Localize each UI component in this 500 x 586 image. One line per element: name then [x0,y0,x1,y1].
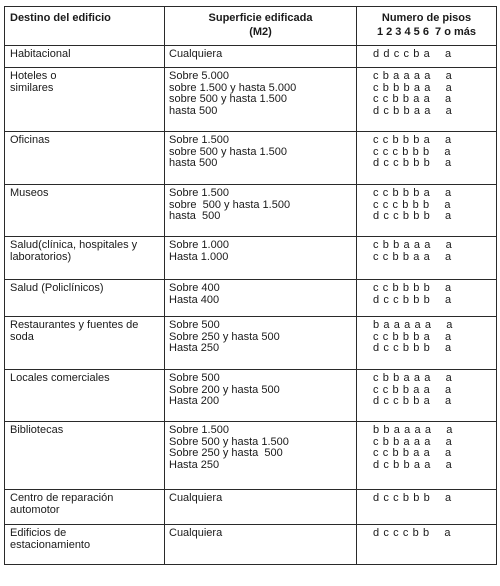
table-row [5,68,497,132]
pisos-text: c c b b b a a [373,330,452,343]
superficie-text: sobre 1.500 y hasta 5.000 [169,81,297,94]
pisos-text: c c b b b a a [373,134,452,146]
pisos-text: c c b b a a a [373,383,452,396]
pisos-text: c b b a a a a [373,372,453,384]
destino-text: estacionamiento [10,538,91,551]
header-superficie-label: Superficie edificada [208,12,313,24]
table-row [5,422,497,490]
pisos-text: d c c b b b a [373,210,452,223]
superficie-text: hasta 500 [169,104,218,117]
header-superficie [165,7,357,46]
superficie-text: Sobre 250 y hasta 500 [169,447,283,460]
pisos-cell [357,46,497,68]
pisos-text: c c b b a a a [373,447,452,460]
superficie-text: Sobre 500 [169,319,220,331]
pisos-text: d c c b b b a [373,492,452,504]
superficie-text: Sobre 400 [169,282,220,294]
table-row [5,46,497,68]
superficie-text: Cualquiera [169,527,223,539]
table-row [5,185,497,237]
pisos-cell [357,370,497,422]
pisos-cell [357,422,497,490]
destino-text: laboratorios) [10,250,72,263]
header-row [5,7,497,46]
superficie-text: Hasta 200 [169,395,220,408]
pisos-cell [357,280,497,317]
pisos-cell [357,490,497,525]
destino-cell [5,237,165,280]
header-pisos-numbers: 1 2 3 4 5 6 7 o más [376,26,477,38]
pisos-text: d c c c b b a [373,527,452,539]
header-pisos-label: Numero de pisos [381,12,472,24]
pisos-text: b a a a a a a [373,319,453,331]
superficie-text: Sobre 250 y hasta 500 [169,330,280,343]
destino-text: Hoteles o [10,70,57,82]
destino-cell [5,46,165,68]
pisos-text: d c c b b b a [373,342,452,355]
superficie-text: Sobre 1.500 [169,134,229,146]
superficie-text: hasta 500 [169,157,218,170]
destino-text: Edificios de [10,527,67,539]
pisos-cell [357,132,497,185]
table-row [5,317,497,370]
pisos-text: b b a a a a a [373,424,453,436]
pisos-text: d c b b a a a [373,458,453,471]
pisos-text: c c b b a a a [373,250,452,263]
pisos-text: c c b b b b a [373,282,452,294]
superficie-text: Sobre 200 y hasta 500 [169,383,280,396]
superficie-cell [165,525,357,565]
pisos-cell [357,317,497,370]
superficie-cell [165,68,357,132]
superficie-text: Hasta 400 [169,293,220,306]
table-row [5,280,497,317]
table-row [5,525,497,565]
destino-cell [5,68,165,132]
pisos-text: c b b b a a a [373,81,453,94]
superficie-cell [165,370,357,422]
destino-text: Habitacional [10,48,71,60]
superficie-text: Sobre 1.500 [169,424,229,436]
table-row [5,237,497,280]
superficie-cell [165,237,357,280]
destino-text: Salud (Policlínicos) [10,282,104,294]
destino-text: Locales comerciales [10,372,110,384]
superficie-text: Sobre 5.000 [169,70,229,82]
header-destino [5,7,165,46]
superficie-cell [165,490,357,525]
superficie-cell [165,185,357,237]
superficie-text: sobre 500 y hasta 1.500 [169,198,291,211]
superficie-text: Sobre 1.000 [169,239,229,251]
pisos-text: d c c b b b a [373,157,452,170]
header-destino-label: Destino del edificio [10,12,111,24]
destino-cell [5,422,165,490]
pisos-text: c b a a a a a [373,70,453,82]
destino-cell [5,317,165,370]
superficie-text: Hasta 250 [169,458,220,471]
pisos-cell [357,237,497,280]
superficie-cell [165,317,357,370]
pisos-text: c c b b a a a [373,93,452,106]
destino-cell [5,185,165,237]
superficie-cell [165,46,357,68]
superficie-cell [165,280,357,317]
destino-text: automotor [10,503,60,516]
destino-cell [5,370,165,422]
superficie-text: Sobre 1.500 [169,187,229,199]
destino-text: Oficinas [10,134,50,146]
destino-cell [5,490,165,525]
pisos-text: c c c b b b a [373,145,452,158]
table-row [5,132,497,185]
superficie-cell [165,422,357,490]
destino-text: Bibliotecas [10,424,64,436]
destino-text: soda [10,330,34,343]
pisos-text: c b b a a a a [373,435,453,448]
header-pisos [357,7,497,46]
fire-resistance-table [4,6,497,565]
superficie-text: Sobre 500 y hasta 1.500 [169,435,289,448]
superficie-text: Hasta 1.000 [169,250,229,263]
pisos-text: d c c b b b a [373,293,452,306]
pisos-text: d c b b a a a [373,104,453,117]
superficie-text: sobre 500 y hasta 1.500 [169,93,288,106]
destino-text: Salud(clínica, hospitales y [10,239,138,251]
superficie-text: Cualquiera [169,48,223,60]
superficie-cell [165,132,357,185]
table-row [5,490,497,525]
table-body [5,46,497,565]
pisos-text: c b b a a a a [373,239,453,251]
superficie-text: Hasta 250 [169,342,220,355]
destino-cell [5,525,165,565]
pisos-cell [357,525,497,565]
superficie-text: Sobre 500 [169,372,220,384]
superficie-text: Cualquiera [169,492,223,504]
table-row [5,370,497,422]
pisos-cell [357,185,497,237]
pisos-text: d c c b b a a [373,395,452,408]
destino-text: Museos [10,187,49,199]
destino-cell [5,132,165,185]
header-superficie-unit: (M2) [249,26,272,38]
superficie-text: sobre 500 y hasta 1.500 [169,145,288,158]
destino-text: similares [10,81,54,94]
pisos-text: d d c c b a a [373,48,452,60]
destino-text: Restaurantes y fuentes de [10,319,139,331]
pisos-text: c c c b b b a [373,198,452,211]
destino-cell [5,280,165,317]
superficie-text: hasta 500 [169,210,221,223]
destino-text: Centro de reparación [10,492,114,504]
pisos-text: c c b b b a a [373,187,452,199]
pisos-cell [357,68,497,132]
